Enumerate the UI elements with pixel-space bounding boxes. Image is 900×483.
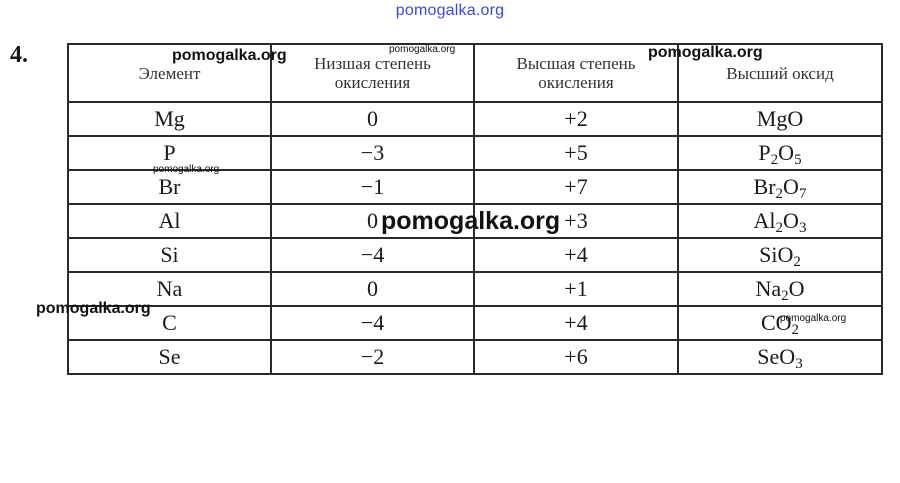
- cell-highest-oxidation: +6: [474, 340, 678, 374]
- formula-subscript: 2: [791, 322, 800, 338]
- formula-part: MgO: [756, 106, 804, 131]
- header-highest-oxide: Высший оксид: [678, 44, 882, 102]
- cell-highest-oxidation: +1: [474, 272, 678, 306]
- cell-highest-oxide: [678, 238, 882, 272]
- formula-subscript: 5: [794, 152, 802, 168]
- formula-subscript: 3: [798, 220, 807, 236]
- cell-lowest-oxidation: −4: [271, 238, 474, 272]
- cell-highest-oxide: [678, 136, 882, 170]
- formula-subscript: 2: [775, 186, 784, 202]
- formula-part: Br: [753, 174, 776, 199]
- header-element: Элемент: [68, 44, 271, 102]
- cell-highest-oxidation: +3: [474, 204, 678, 238]
- watermark: pomogalka.org: [648, 44, 763, 61]
- task-number: 4.: [10, 42, 28, 68]
- formula-part: O: [788, 276, 805, 301]
- formula-part: Na: [755, 276, 782, 301]
- cell-highest-oxide: [678, 204, 882, 238]
- table-row: [68, 170, 882, 204]
- header-highest-oxidation: Высшая степень окисления: [474, 44, 678, 102]
- watermark: pomogalka.org: [172, 47, 287, 64]
- formula-subscript: 2: [775, 220, 784, 236]
- formula-part: O: [783, 174, 799, 199]
- top-watermark: pomogalka.org: [395, 2, 505, 19]
- formula-subscript: 2: [770, 152, 779, 168]
- formula-subscript: 3: [795, 356, 803, 372]
- cell-element: Al: [68, 204, 271, 238]
- watermark: pomogalka.org: [153, 164, 220, 175]
- formula-subscript: 2: [781, 288, 789, 304]
- formula-part: Al: [753, 208, 776, 233]
- cell-highest-oxide: [678, 102, 882, 136]
- cell-highest-oxidation: +7: [474, 170, 678, 204]
- cell-lowest-oxidation: 0: [271, 204, 474, 238]
- cell-lowest-oxidation: 0: [271, 272, 474, 306]
- formula-subscript: 2: [793, 254, 801, 270]
- cell-highest-oxidation: +4: [474, 306, 678, 340]
- cell-element: P: [68, 136, 271, 170]
- watermark: pomogalka.org: [389, 44, 456, 55]
- formula-subscript: 7: [798, 186, 807, 202]
- cell-element: Se: [68, 340, 271, 374]
- table-row: [68, 306, 882, 340]
- cell-lowest-oxidation: −1: [271, 170, 474, 204]
- formula-part: SiO: [759, 242, 794, 267]
- formula-part: O: [778, 140, 795, 165]
- formula-part: O: [783, 208, 799, 233]
- cell-lowest-oxidation: −2: [271, 340, 474, 374]
- watermark: pomogalka.org: [36, 300, 151, 317]
- cell-highest-oxide: [678, 272, 882, 306]
- cell-highest-oxidation: +4: [474, 238, 678, 272]
- watermark: pomogalka.org: [780, 313, 847, 324]
- cell-highest-oxide: [678, 340, 882, 374]
- table-row: [68, 102, 882, 136]
- watermark: pomogalka.org: [381, 207, 561, 235]
- cell-highest-oxide: [678, 170, 882, 204]
- table-row: [68, 340, 882, 374]
- cell-lowest-oxidation: 0: [271, 102, 474, 136]
- cell-lowest-oxidation: −3: [271, 136, 474, 170]
- cell-element: Si: [68, 238, 271, 272]
- cell-element: Na: [68, 272, 271, 306]
- formula-part: P: [758, 140, 771, 165]
- cell-highest-oxidation: +2: [474, 102, 678, 136]
- cell-element: C: [68, 306, 271, 340]
- formula-part: SeO: [757, 344, 796, 369]
- table-row: [68, 238, 882, 272]
- header-lowest-oxidation: Низшая степень окисления: [271, 44, 474, 102]
- cell-highest-oxidation: +5: [474, 136, 678, 170]
- cell-element: Br: [68, 170, 271, 204]
- formula-part: CO: [760, 310, 792, 335]
- cell-lowest-oxidation: −4: [271, 306, 474, 340]
- cell-element: Mg: [68, 102, 271, 136]
- table-row: [68, 272, 882, 306]
